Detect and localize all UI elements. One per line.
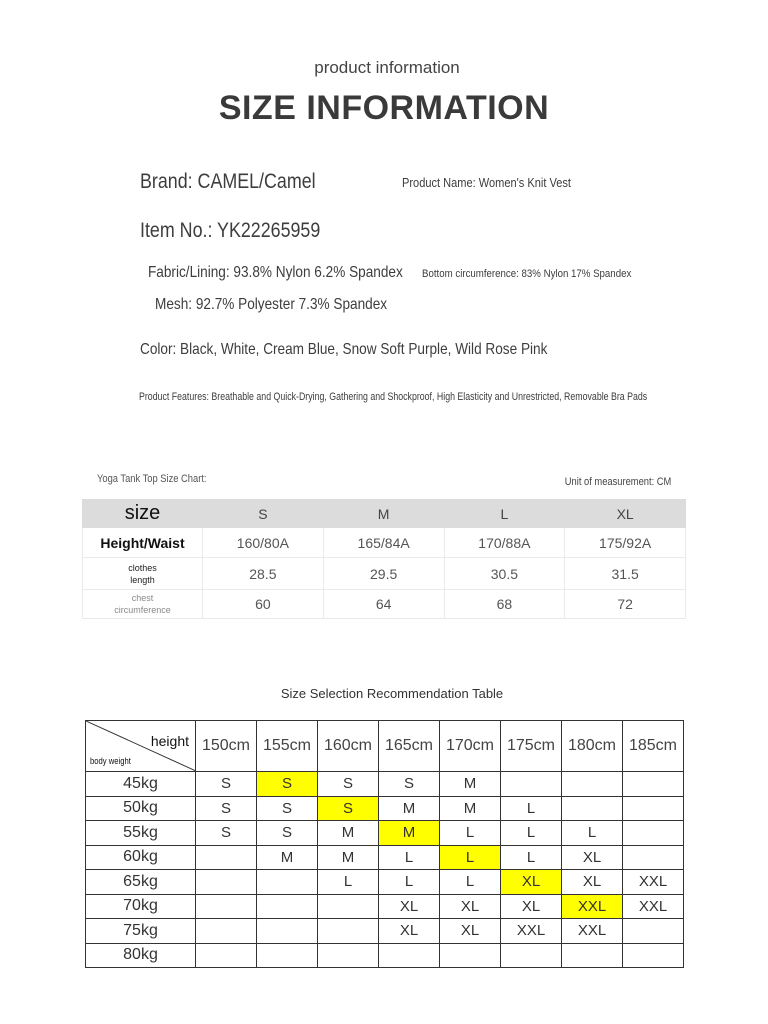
- mesh-text: Mesh: 92.7% Polyester 7.3% Spandex: [155, 296, 388, 313]
- table-row: [83, 590, 686, 619]
- size-chart-header-row: [83, 500, 686, 528]
- size-cell: M: [379, 796, 440, 821]
- table-row: [86, 894, 684, 919]
- size-cell: XL: [562, 870, 623, 895]
- size-cell: XXL: [501, 919, 562, 944]
- height-header-cell: 185cm: [623, 721, 684, 772]
- size-cell: [196, 943, 257, 968]
- size-cell: [623, 821, 684, 846]
- size-cell: [562, 796, 623, 821]
- row-label: [83, 558, 203, 590]
- weight-cell: 65kg: [86, 870, 196, 895]
- height-header-cell: 180cm: [562, 721, 623, 772]
- recommended-size-cell: S: [257, 772, 318, 797]
- weight-cell: 60kg: [86, 845, 196, 870]
- recommended-size-cell: S: [318, 796, 379, 821]
- table-row: [83, 528, 686, 558]
- recommended-size-cell: L: [440, 845, 501, 870]
- size-cell: M: [257, 845, 318, 870]
- item-number-text: Item No.: YK22265959: [140, 219, 321, 242]
- bottom-circumference-text: Bottom circumference: 83% Nylon 17% Spandex: [422, 268, 632, 280]
- size-cell: [440, 943, 501, 968]
- row-label-line: length: [130, 574, 155, 585]
- recommendation-header-row: [86, 721, 684, 772]
- size-cell: XXL: [562, 919, 623, 944]
- corner-height-label: height: [150, 733, 189, 749]
- table-cell: 175/92A: [565, 528, 686, 558]
- table-row: [83, 558, 686, 590]
- size-cell: L: [501, 796, 562, 821]
- size-header-label: size: [83, 500, 203, 528]
- size-cell: S: [257, 796, 318, 821]
- table-cell: 60: [203, 590, 324, 619]
- height-header-cell: 160cm: [318, 721, 379, 772]
- recommendation-table: [85, 720, 684, 968]
- size-cell: L: [562, 821, 623, 846]
- size-cell: [623, 919, 684, 944]
- features-text: Product Features: Breathable and Quick-Drying, Gathering and Shockproof, High Elasticity and Unrestricted, Removable Bra Pads: [139, 391, 648, 403]
- size-cell: [562, 943, 623, 968]
- size-cell: [501, 772, 562, 797]
- corner-cell: [86, 721, 196, 772]
- size-cell: [623, 943, 684, 968]
- size-chart-table: [82, 499, 686, 619]
- size-cell: M: [440, 796, 501, 821]
- page-title: SIZE INFORMATION: [218, 89, 550, 127]
- size-cell: S: [196, 821, 257, 846]
- size-cell: L: [318, 870, 379, 895]
- subtitle: product information: [314, 58, 460, 77]
- size-cell: [379, 943, 440, 968]
- unit-label: Unit of measurement: CM: [564, 476, 671, 488]
- color-text: Color: Black, White, Cream Blue, Snow Soft Purple, Wild Rose Pink: [140, 341, 548, 358]
- height-header-cell: 170cm: [440, 721, 501, 772]
- size-cell: XL: [379, 919, 440, 944]
- size-cell: L: [501, 821, 562, 846]
- table-cell: 30.5: [444, 558, 565, 590]
- size-cell: [257, 919, 318, 944]
- size-cell: L: [501, 845, 562, 870]
- size-cell: XXL: [623, 870, 684, 895]
- weight-cell: 80kg: [86, 943, 196, 968]
- size-cell: L: [379, 870, 440, 895]
- table-cell: 165/84A: [323, 528, 444, 558]
- table-row: [86, 870, 684, 895]
- size-cell: S: [257, 821, 318, 846]
- size-cell: XXL: [623, 894, 684, 919]
- size-cell: M: [440, 772, 501, 797]
- size-cell: [318, 894, 379, 919]
- weight-cell: 50kg: [86, 796, 196, 821]
- size-cell: L: [440, 870, 501, 895]
- recommended-size-cell: XXL: [562, 894, 623, 919]
- table-row: [86, 772, 684, 797]
- table-cell: 31.5: [565, 558, 686, 590]
- height-header-cell: 155cm: [257, 721, 318, 772]
- size-cell: [257, 943, 318, 968]
- size-cell: [562, 772, 623, 797]
- size-cell: M: [318, 821, 379, 846]
- table-cell: 29.5: [323, 558, 444, 590]
- size-cell: L: [440, 821, 501, 846]
- size-cell: S: [318, 772, 379, 797]
- size-cell: [196, 845, 257, 870]
- recommendation-title: Size Selection Recommendation Table: [280, 686, 504, 701]
- size-cell: S: [379, 772, 440, 797]
- size-cell: XL: [379, 894, 440, 919]
- table-cell: 170/88A: [444, 528, 565, 558]
- size-cell: XL: [501, 894, 562, 919]
- size-cell: S: [196, 796, 257, 821]
- product-name-text: Product Name: Women's Knit Vest: [402, 175, 571, 190]
- size-cell: XL: [562, 845, 623, 870]
- table-row: [86, 845, 684, 870]
- size-cell: [196, 919, 257, 944]
- row-label: [83, 590, 203, 619]
- size-cell: XL: [440, 894, 501, 919]
- weight-cell: 70kg: [86, 894, 196, 919]
- row-label: Height/Waist: [83, 528, 203, 558]
- size-chart-title: Yoga Tank Top Size Chart:: [97, 473, 207, 485]
- size-cell: L: [379, 845, 440, 870]
- size-cell: [257, 894, 318, 919]
- row-label-line: circumference: [114, 605, 171, 615]
- size-cell: M: [318, 845, 379, 870]
- weight-cell: 55kg: [86, 821, 196, 846]
- table-cell: 68: [444, 590, 565, 619]
- size-cell: XL: [440, 919, 501, 944]
- weight-cell: 45kg: [86, 772, 196, 797]
- size-header-cell: M: [323, 500, 444, 528]
- size-header-cell: XL: [565, 500, 686, 528]
- size-cell: [196, 894, 257, 919]
- row-label-line: clothes: [128, 562, 157, 573]
- size-cell: [623, 796, 684, 821]
- table-row: [86, 821, 684, 846]
- table-cell: 64: [323, 590, 444, 619]
- size-cell: [196, 870, 257, 895]
- size-cell: [318, 919, 379, 944]
- table-row: [86, 796, 684, 821]
- table-cell: 72: [565, 590, 686, 619]
- size-cell: [318, 943, 379, 968]
- size-cell: [501, 943, 562, 968]
- height-header-cell: 150cm: [196, 721, 257, 772]
- row-label-line: chest: [131, 593, 154, 603]
- table-row: [86, 919, 684, 944]
- table-cell: 28.5: [203, 558, 324, 590]
- brand-text: Brand: CAMEL/Camel: [140, 170, 316, 193]
- fabric-text: Fabric/Lining: 93.8% Nylon 6.2% Spandex: [148, 264, 403, 281]
- size-cell: [257, 870, 318, 895]
- weight-cell: 75kg: [86, 919, 196, 944]
- size-header-cell: L: [444, 500, 565, 528]
- height-header-cell: 175cm: [501, 721, 562, 772]
- recommended-size-cell: XL: [501, 870, 562, 895]
- recommended-size-cell: M: [379, 821, 440, 846]
- size-cell: [623, 772, 684, 797]
- corner-weight-label: body weight: [90, 756, 131, 766]
- size-cell: [623, 845, 684, 870]
- table-row: [86, 943, 684, 968]
- table-cell: 160/80A: [203, 528, 324, 558]
- size-header-cell: S: [203, 500, 324, 528]
- size-cell: S: [196, 772, 257, 797]
- height-header-cell: 165cm: [379, 721, 440, 772]
